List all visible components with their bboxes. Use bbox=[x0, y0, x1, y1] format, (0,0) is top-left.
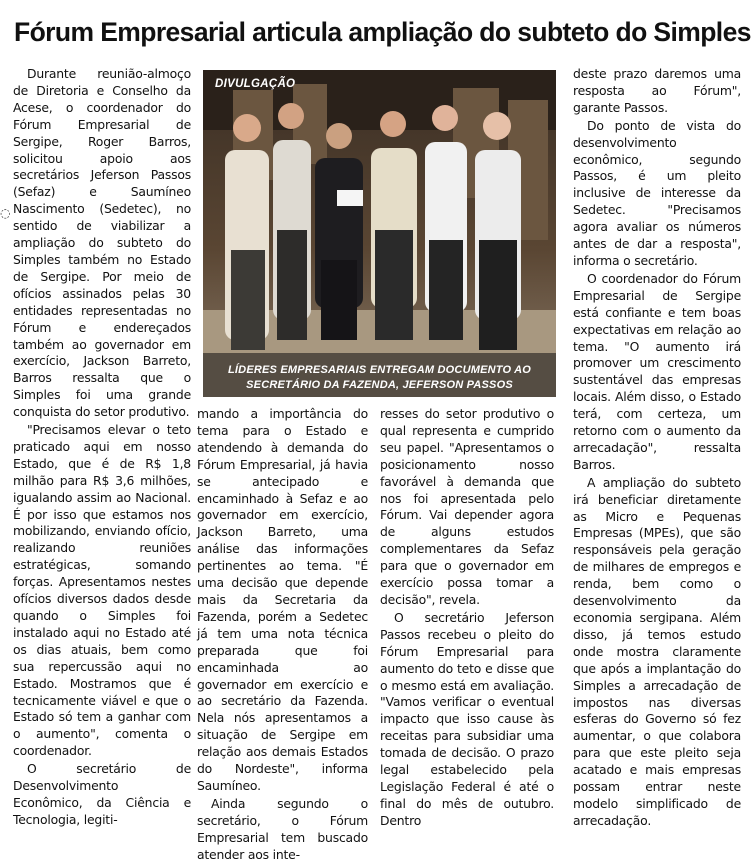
paragraph: deste prazo daremos uma resposta ao Fórum", garante Passos. bbox=[573, 66, 741, 115]
column-4 bbox=[573, 66, 741, 831]
photo-illustration bbox=[203, 70, 556, 397]
headline: Fórum Empresarial articula ampliação do subteto do Simples bbox=[14, 17, 751, 47]
column-1 bbox=[13, 66, 191, 830]
column-3 bbox=[380, 406, 554, 831]
paragraph: Do ponto de vista do desenvolvimento econômico, segundo Passos, é um pleito inclusive de interesse da Sedetec. "Precisamos agora avaliar os números antes de dar a resposta", informa o secretário. bbox=[573, 117, 741, 268]
paragraph: mando a importância do tema para o Estado e atendendo à demanda do Fórum Empresarial, já havia se antecipado e encaminhado à Sefaz e ao governador em exercício, Jackson Barreto, uma análise das informações pertinentes ao tema. "É uma decisão que depende mais da Secretaria da Fazenda, porém a Sedetec já tem uma nota técnica preparada que foi encaminhada ao governador em exercício e ao secretário da Fazenda. Nela nós apresentamos a situação de Sergipe em relação aos demais Estados do Nordeste", informa Saumíneo. bbox=[197, 406, 368, 793]
photo-credit: DIVULGAÇÃO bbox=[215, 78, 296, 90]
photo-caption bbox=[203, 363, 556, 393]
paragraph: O coordenador do Fórum Empresarial de Sergipe está confiante e tem boas expectativas em relação ao tema. "O aumento irá promover um crescimento sustentável das empresas locais. Além disso, o Estado terá, com certeza, um retorno com o aumento da arrecadação", ressalta Barros. bbox=[573, 270, 741, 472]
article-photo bbox=[203, 70, 556, 397]
paragraph: O secretário de Desenvolvimento Econômico, da Ciência e Tecnologia, legiti- bbox=[13, 761, 191, 827]
margin-mark: ◌ bbox=[0, 206, 11, 220]
paragraph: O secretário Jeferson Passos recebeu o pleito do Fórum Empresarial para aumento do teto e disse que o mesmo está em avaliação. "Vamos verificar o eventual impacto que isso cause às receitas para subsidiar uma tomada de decisão. O prazo legal estabelecido pela Legislação Federal é até o final do mês de outubro. Dentro bbox=[380, 609, 554, 828]
column-2 bbox=[197, 406, 368, 864]
paragraph: A ampliação do subteto irá beneficiar diretamente as Micro e Pequenas Empresas (MPEs), que são responsáveis pela geração de milhares de empregos e renda, bem como o desenvolvimento da economia sergipana. Além disso, já temos estudo onde mostra claramente que após a implantação do Simples a arrecadação de impostos nas diversas esferas do Governo só fez aumentar, o que colabora para que este pleito seja acatado e mais empresas possam entrar neste modelo simplificado de arrecadação. bbox=[573, 474, 741, 828]
paragraph: "Precisamos elevar o teto praticado aqui em nosso Estado, que é de R$ 1,8 milhão para R$ 3,6 milhões, igualando assim ao Nacional. É por isso que estamos nos mobilizando, enviando ofício, realizando reuniões estratégicas, somando forças. Apresentamos nestes ofícios diversos dados desde quando o Simples foi instalado aqui no Estado até os dias atuais, bem como sua repercussão aqui no Estado. Mostramos que é tecnicamente viável e que o Estado só tem a ganhar com o aumento", comenta o coordenador. bbox=[13, 422, 191, 759]
caption-line: SECRETÁRIO DA FAZENDA, JEFERSON PASSOS bbox=[246, 379, 513, 391]
caption-line: LÍDERES EMPRESARIAIS ENTREGAM DOCUMENTO AO bbox=[228, 364, 531, 376]
paragraph: Ainda segundo o secretário, o Fórum Empresarial tem buscado atender aos inte- bbox=[197, 795, 368, 862]
paragraph: resses do setor produtivo o qual representa e cumprido seu papel. "Apresentamos o posicionamento nosso favorável à demanda que nos foi apresentada pelo Fórum. Vai depender agora de alguns estudos complementares da Sefaz para que o governador em exercício possa tomar a decisão", revela. bbox=[380, 406, 554, 607]
paragraph: Durante reunião-almoço de Diretoria e Conselho da Acese, o coordenador do Fórum Empresarial de Sergipe, Roger Barros, solicitou apoio aos secretários Jeferson Passos (Sefaz) e Saumíneo Nascimento (Sedetec), no sentido de viabilizar a ampliação do subteto do Simples também no Estado de Sergipe. Por meio de ofícios assinados pelas 30 entidades representadas no Fórum e endereçados também ao governador em exercício, Jackson Barreto, Barros ressalta que o Simples foi uma grande conquista do setor produtivo. bbox=[13, 66, 191, 420]
